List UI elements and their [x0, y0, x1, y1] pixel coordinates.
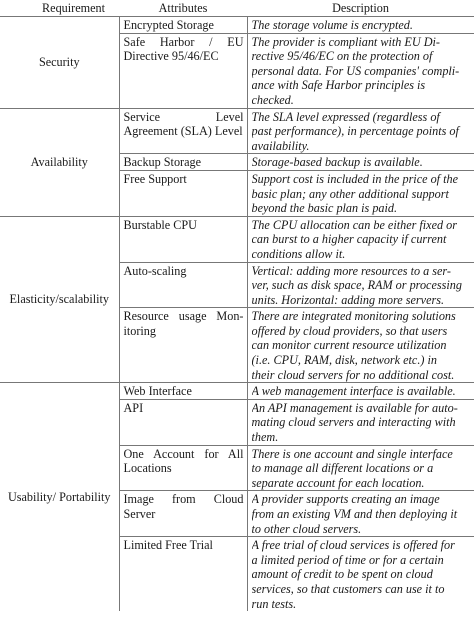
- description-line: The provider is compliant with EU Di-: [251, 34, 440, 49]
- description-line: can burst to a higher capacity if current: [251, 232, 447, 247]
- description-line: A provider supports creating an image: [251, 492, 440, 507]
- header-row: [0, 0, 474, 17]
- description-line: units. Horizontal: adding more servers.: [251, 292, 445, 307]
- description-line: a limited period of time or for a certain: [251, 552, 444, 567]
- description-line: basic plan; any other additional support: [251, 186, 449, 201]
- description-line: to manage all different locations or a: [251, 461, 434, 476]
- table-body: [0, 17, 474, 612]
- description-line: ance with Safe Harbor principles is: [251, 78, 426, 93]
- description-cell: [247, 154, 474, 171]
- attribute-cell: Limited Free Trial: [119, 537, 247, 611]
- description-line: services, so that customers can use it to: [251, 581, 445, 596]
- description-line: An API management is available for auto-: [251, 400, 458, 415]
- description-line: (i.e. CPU, RAM, disk, network etc.) in: [251, 353, 437, 368]
- description-line: checked.: [251, 92, 294, 107]
- requirement-cell: Security: [0, 17, 119, 109]
- description-line: Support cost is included in the price of the: [251, 171, 458, 186]
- description-line: availability.: [251, 138, 310, 153]
- attribute-cell: Free Support: [119, 170, 247, 216]
- description-line: to other cloud servers.: [251, 521, 362, 536]
- description-line: The SLA level expressed (regardless of: [251, 109, 440, 124]
- description-cell: [247, 33, 474, 108]
- attribute-cell: Safe Harbor / EU Directive 95/46/EC: [119, 33, 247, 108]
- description-line: There are integrated monitoring solutions: [251, 309, 456, 324]
- description-line: their cloud servers for no additional cost.: [251, 367, 455, 382]
- attribute-cell: Encrypted Storage: [119, 17, 247, 34]
- description-line: Vertical: adding more resources to a ser-: [251, 263, 451, 278]
- requirement-cell: Elasticity/scalability: [0, 216, 119, 383]
- description-line: There is one account and single interface: [251, 446, 453, 461]
- description-line: them.: [251, 430, 279, 445]
- requirement-cell: Availability: [0, 108, 119, 216]
- description-line: The CPU allocation can be either fixed or: [251, 217, 457, 232]
- attribute-cell: Backup Storage: [119, 154, 247, 171]
- description-line: separate account for each location.: [251, 475, 425, 490]
- requirement-cell: Usability/ Portability: [0, 383, 119, 611]
- description-line: from an existing VM and then deploying it: [251, 507, 458, 521]
- description-line: past performance), in percentage points of: [251, 124, 459, 139]
- table-row: [0, 383, 474, 400]
- table-row: [0, 17, 474, 34]
- description-line: amount of credit to be spent on cloud: [251, 567, 433, 582]
- description-cell: [247, 491, 474, 537]
- description-cell: [247, 537, 474, 611]
- description-cell: [247, 308, 474, 383]
- attribute-cell: Burstable CPU: [119, 216, 247, 262]
- header-requirement: Requirement: [0, 0, 119, 17]
- description-cell: [247, 170, 474, 216]
- attribute-cell: Auto-scaling: [119, 262, 247, 308]
- description-line: mating cloud servers and interacting with: [251, 415, 456, 430]
- attribute-cell: One Account for All Locations: [119, 445, 247, 491]
- description-cell: [247, 399, 474, 445]
- header-attributes: Attributes: [119, 0, 247, 17]
- description-line: beyond the basic plan is paid.: [251, 201, 398, 216]
- description-line: conditions allow it.: [251, 246, 346, 261]
- attribute-cell: Service Level Agreement (SLA) Level: [119, 108, 247, 154]
- table-row: [0, 108, 474, 154]
- description-line: ver, such as disk space, RAM or processing: [251, 278, 462, 293]
- description-line: can monitor current resource utilization: [251, 338, 447, 353]
- description-cell: [247, 17, 474, 34]
- description-line: The storage volume is encrypted.: [251, 18, 413, 32]
- attribute-cell: Image from Cloud Server: [119, 491, 247, 537]
- description-cell: [247, 262, 474, 308]
- description-cell: [247, 383, 474, 400]
- description-line: personal data. For US companies' compli-: [251, 63, 460, 78]
- description-line: offered by cloud providers, so that users: [251, 323, 448, 338]
- description-line: A web management interface is available.: [251, 384, 456, 399]
- description-line: A free trial of cloud services is offered for: [251, 538, 455, 553]
- attribute-cell: API: [119, 399, 247, 445]
- attribute-cell: Resource usage Mon- itoring: [119, 308, 247, 383]
- description-cell: [247, 216, 474, 262]
- attribute-cell: Web Interface: [119, 383, 247, 400]
- description-line: rective 95/46/EC on the protection of: [251, 49, 433, 64]
- table-row: [0, 216, 474, 262]
- description-cell: [247, 108, 474, 154]
- description-line: Storage-based backup is available.: [251, 155, 423, 170]
- header-description: Description: [247, 0, 474, 17]
- description-line: run tests.: [251, 596, 297, 611]
- description-cell: [247, 445, 474, 491]
